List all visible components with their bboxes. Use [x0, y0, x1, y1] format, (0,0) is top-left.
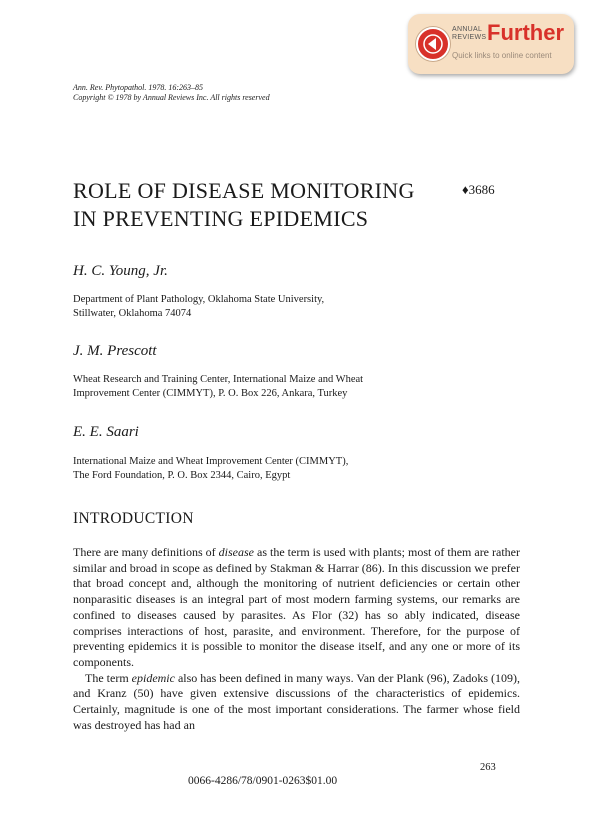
badge-further-label: Further — [487, 20, 564, 45]
annual-reviews-logo-text — [452, 26, 486, 42]
affiliation-line: Wheat Research and Training Center, International Maize and Wheat — [73, 374, 364, 385]
article-code: ♦3686 — [462, 182, 495, 197]
paragraph — [73, 545, 520, 671]
badge-line2: REVIEWS — [452, 34, 487, 41]
author-name: J. M. Prescott — [73, 343, 157, 359]
affiliation-line: Stillwater, Oklahoma 74074 — [73, 308, 192, 319]
author-name: H. C. Young, Jr. — [73, 263, 168, 279]
text-run: There are many definitions of — [73, 545, 219, 559]
title-line1: ROLE OF DISEASE MONITORING — [73, 178, 415, 203]
paragraph — [73, 671, 520, 734]
citation-line2: Copyright © 1978 by Annual Reviews Inc. All rights reserved — [73, 93, 270, 102]
affiliation-line: International Maize and Wheat Improvement Center (CIMMYT), — [73, 456, 349, 467]
text-run: as the term is used with plants; most of them are rather similar and broad in scope as defined by Stakman & Harrar (86). In this discussion we prefer that broad concept and, although the monitoring of nutrient deficiencies or certain other nonparasitic diseases is an integral part of most modern farming systems, our remarks are confined to diseases caused by parasites. As Flor (32) has so ably indicated, disease comprises interactions of host, parasite, and environment. Therefore, for the purpose of preventing epidemics it is possible to monitor the disease itself, and any one or more of its components. — [73, 545, 520, 669]
author-name: E. E. Saari — [73, 424, 139, 440]
page-number: 263 — [480, 762, 496, 773]
journal-citation — [73, 83, 270, 103]
affiliation-line: The Ford Foundation, P. O. Box 2344, Cairo, Egypt — [73, 470, 291, 481]
section-heading: INTRODUCTION — [73, 510, 194, 527]
citation-line1: Ann. Rev. Phytopathol. 1978. 16:263–85 — [73, 83, 204, 92]
text-run: also has been defined in many ways. Van der Plank (96), Zadoks (109), and Kranz (50) have given extensive discussions of the characteristics of epidemics. Certainly, magnitude is one of the most important considerations. The farmer whose field was destroyed has had an — [73, 670, 520, 732]
author-affiliation — [73, 293, 493, 321]
annual-reviews-further-badge[interactable] — [408, 14, 574, 74]
back-arrow-icon — [416, 27, 450, 61]
article-title — [73, 177, 433, 233]
title-line2: IN PREVENTING EPIDEMICS — [73, 206, 369, 231]
footer-code: 0066-4286/78/0901-0263$01.00 — [188, 775, 338, 787]
author-affiliation — [73, 373, 493, 401]
badge-tagline: Quick links to online content — [452, 51, 552, 60]
author-affiliation — [73, 455, 493, 483]
affiliation-line: Department of Plant Pathology, Oklahoma State University, — [73, 294, 325, 305]
emphasized-term: epidemic — [131, 670, 175, 685]
affiliation-line: Improvement Center (CIMMYT), P. O. Box 226, Ankara, Turkey — [73, 388, 348, 399]
body-text — [73, 545, 520, 733]
emphasized-term: disease — [218, 545, 254, 559]
text-run: The term — [85, 670, 132, 685]
badge-line1: ANNUAL — [452, 26, 483, 33]
